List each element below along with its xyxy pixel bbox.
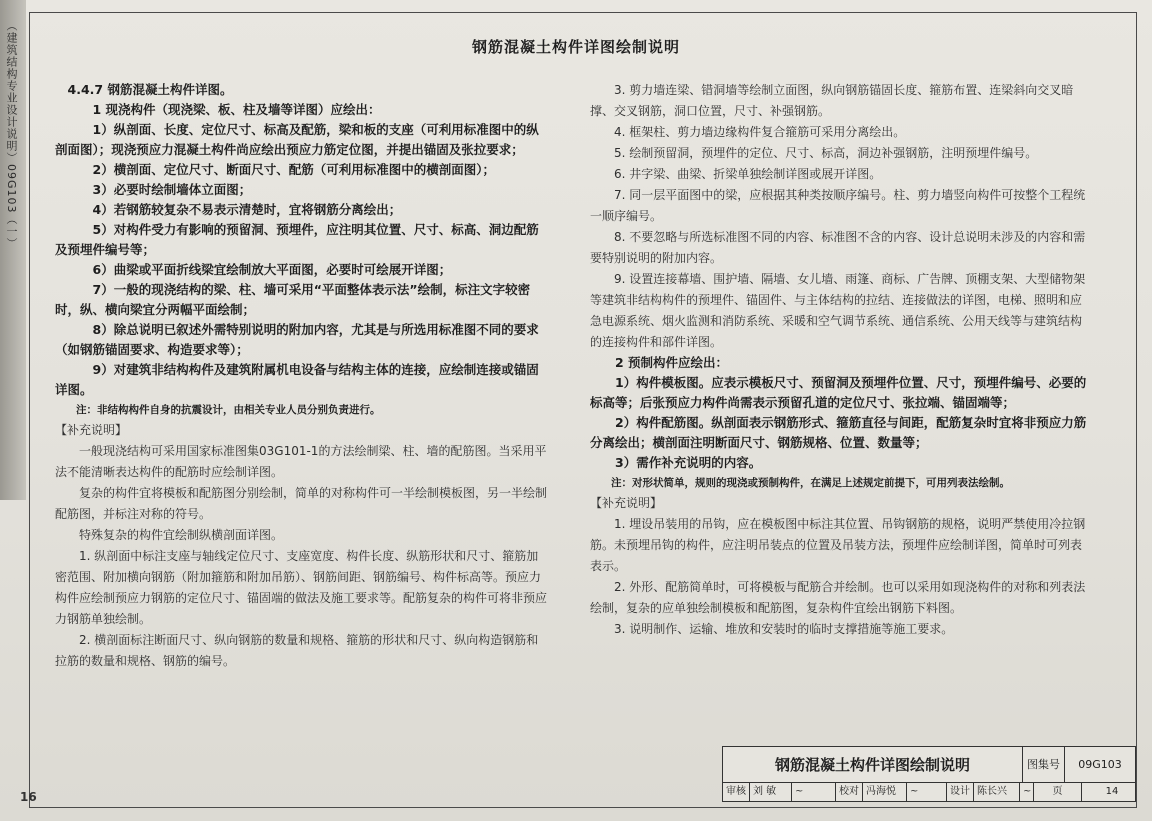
supplement-paragraph: 7. 同一层平面图中的梁，应根据其种类按顺序编号。柱、剪力墙竖向构件可按整个工程统一顺序编号。 <box>590 188 1086 223</box>
clause-paragraph: 4.4.7 钢筋混凝土构件详图。 <box>67 82 233 97</box>
clause-paragraph: 5）对构件受力有影响的预留洞、预埋件，应注明其位置、尺寸、标高、洞边配筋及预埋件编号等； <box>55 222 539 257</box>
supplement-paragraph: 6. 井字梁、曲梁、折梁单独绘制详图或展开详图。 <box>614 167 882 181</box>
reviewer-signature: ~ <box>792 783 836 801</box>
right-column <box>590 80 1090 640</box>
clause-paragraph: 3）需作补充说明的内容。 <box>615 455 762 470</box>
supplement-paragraph: 1. 埋设吊装用的吊钩，应在模板图中标注其位置、吊钩钢筋的规格，说明严禁使用冷拉钢筋。未预埋吊钩的构件，应注明吊装点的位置及吊装方法，预埋件应绘制详图，简单时可列表表示。 <box>590 517 1086 573</box>
supplement-paragraph: 一般现浇结构可采用国家标准图集03G101-1的方法绘制梁、柱、墙的配筋图。当采用平法不能清晰表达构件的配筋时应绘制详图。 <box>55 444 547 479</box>
supplement-paragraph: 9. 设置连接幕墙、围护墙、隔墙、女儿墙、雨篷、商标、广告牌、顶棚支架、大型储物架等建筑非结构构件的预埋件、锚固件、与主体结构的拉结、连接做法的详图，电梯、照明和应急电源系统、烟火监测和消防系统、采暖和空气调节系统、通信系统、公用天线等与建筑结构的连接构件和部件详图。 <box>590 272 1086 349</box>
supplement-paragraph: 特殊复杂的构件宜绘制纵横剖面详图。 <box>79 528 284 542</box>
supplement-paragraph: 5. 绘制预留洞，预埋件的定位、尺寸、标高，洞边补强钢筋，注明预埋件编号。 <box>614 146 1038 160</box>
page-number: 16 <box>20 790 37 804</box>
designer-signature: ~ <box>1020 783 1034 801</box>
supplement-paragraph: 2. 外形、配筋简单时，可将模板与配筋合并绘制。也可以采用如现浇构件的对称和列表法绘制，复杂的应单独绘制模板和配筋图，复杂构件宜绘出钢筋下料图。 <box>590 580 1086 615</box>
checker-name: 冯海悦 <box>863 783 907 801</box>
binding-spine <box>0 0 26 500</box>
reviewer-name: 刘 敏 <box>750 783 792 801</box>
clause-paragraph: 4）若钢筋较复杂不易表示清楚时，宜将钢筋分离绘出； <box>92 202 402 217</box>
title-block <box>722 746 1136 802</box>
supplement-paragraph: 3. 说明制作、运输、堆放和安装时的临时支撑措施等施工要求。 <box>614 622 954 636</box>
clause-paragraph: 9）对建筑非结构构件及建筑附属机电设备与结构主体的连接，应绘制连接或锚固详图。 <box>55 362 539 397</box>
atlas-label: 图集号 <box>1023 747 1065 783</box>
supplement-paragraph: 【补充说明】 <box>55 423 128 437</box>
atlas-number: 09G103 <box>1065 747 1135 783</box>
supplement-paragraph: 复杂的构件宜将模板和配筋图分别绘制，简单的对称构件可一半绘制模板图，另一半绘制配筋图，并标注对称的符号。 <box>55 486 548 521</box>
checker-signature: ~ <box>907 783 947 801</box>
page-value: 14 <box>1105 786 1119 797</box>
clause-paragraph: 1）纵剖面、长度、定位尺寸、标高及配筋，梁和板的支座（可利用标准图中的纵剖面图）；现浇预应力混凝土构件尚应绘出预应力筋定位图，并提出锚固及张拉要求； <box>55 122 539 157</box>
clause-paragraph: 2）横剖面、定位尺寸、断面尺寸、配筋（可利用标准图中的横剖面图）； <box>92 162 495 177</box>
designer-label: 设计 <box>947 783 974 801</box>
supplement-paragraph: 1. 纵剖面中标注支座与轴线定位尺寸、支座宽度、构件长度、纵筋形状和尺寸、箍筋加密范围、附加横向钢筋（附加箍筋和附加吊筋）、钢筋间距、钢筋编号、构件标高等。预应力构件应绘制预应力钢筋的定位尺寸、锚固端的做法及施工要求等。配筋复杂的构件可将非预应力钢筋单独绘制。 <box>55 549 548 626</box>
supplement-paragraph: 3. 剪力墙连梁、错洞墙等绘制立面图，纵向钢筋锚固长度、箍筋布置、连梁斜向交叉暗撑、交叉钢筋，洞口位置，尺寸、补强钢筋。 <box>590 83 1074 118</box>
clause-paragraph: 6）曲梁或平面折线梁宜绘制放大平面图，必要时可绘展开详图； <box>92 262 452 277</box>
signature-row <box>723 783 1142 801</box>
title-block-title: 钢筋混凝土构件详图绘制说明 <box>723 747 1023 783</box>
supplement-paragraph: 2. 横剖面标注断面尺寸、纵向钢筋的数量和规格、箍筋的形状和尺寸、纵向构造钢筋和拉筋的数量和规格、钢筋的编号。 <box>55 633 539 668</box>
clause-paragraph: 3）必要时绘制墙体立面图； <box>92 182 252 197</box>
supplement-paragraph: 8. 不要忽略与所选标准图不同的内容、标准图不含的内容、设计总说明未涉及的内容和需要特别说明的附加内容。 <box>590 230 1086 265</box>
reviewer-label: 审核 <box>723 783 750 801</box>
clause-paragraph: 2）构件配筋图。纵剖面表示钢筋形式、箍筋直径与间距，配筋复杂时宜将非预应力筋分离绘出；横剖面注明断面尺寸、钢筋规格、位置、数量等； <box>590 415 1087 450</box>
note-paragraph: 注：对形状简单，规则的现浇或预制构件，在满足上述规定前提下，可用列表法绘制。 <box>611 477 1010 489</box>
supplement-paragraph: 【补充说明】 <box>590 496 663 510</box>
page-title: 钢筋混凝土构件详图绘制说明 <box>471 38 680 56</box>
clause-paragraph: 1 现浇构件（现浇梁、板、柱及墙等详图）应绘出： <box>92 102 381 117</box>
clause-paragraph: 8）除总说明已叙述外需特别说明的附加内容，尤其是与所选用标准图不同的要求（如钢筋锚固要求、构造要求等）； <box>55 322 539 357</box>
clause-paragraph: 7）一般的现浇结构的梁、柱、墙可采用“平面整体表示法”绘制，标注文字较密时，纵、横向梁宜分两幅平面绘制； <box>55 282 531 317</box>
designer-name: 陈长兴 <box>974 783 1020 801</box>
left-column <box>55 80 547 672</box>
note-paragraph: 注：非结构构件自身的抗震设计，由相关专业人员分别负责进行。 <box>76 404 381 416</box>
page-label: 页 <box>1034 783 1082 801</box>
clause-paragraph: 2 预制构件应绘出： <box>615 355 729 370</box>
spine-label: （建筑结构专业设计说明）09G103（一） <box>5 20 18 250</box>
clause-paragraph: 1）构件模板图。应表示模板尺寸、预留洞及预埋件位置、尺寸，预埋件编号、必要的标高等；后张预应力构件尚需表示预留孔道的定位尺寸、张拉端、锚固端等； <box>590 375 1087 410</box>
supplement-paragraph: 4. 框架柱、剪力墙边缘构件复合箍筋可采用分离绘出。 <box>614 125 906 139</box>
checker-label: 校对 <box>836 783 863 801</box>
